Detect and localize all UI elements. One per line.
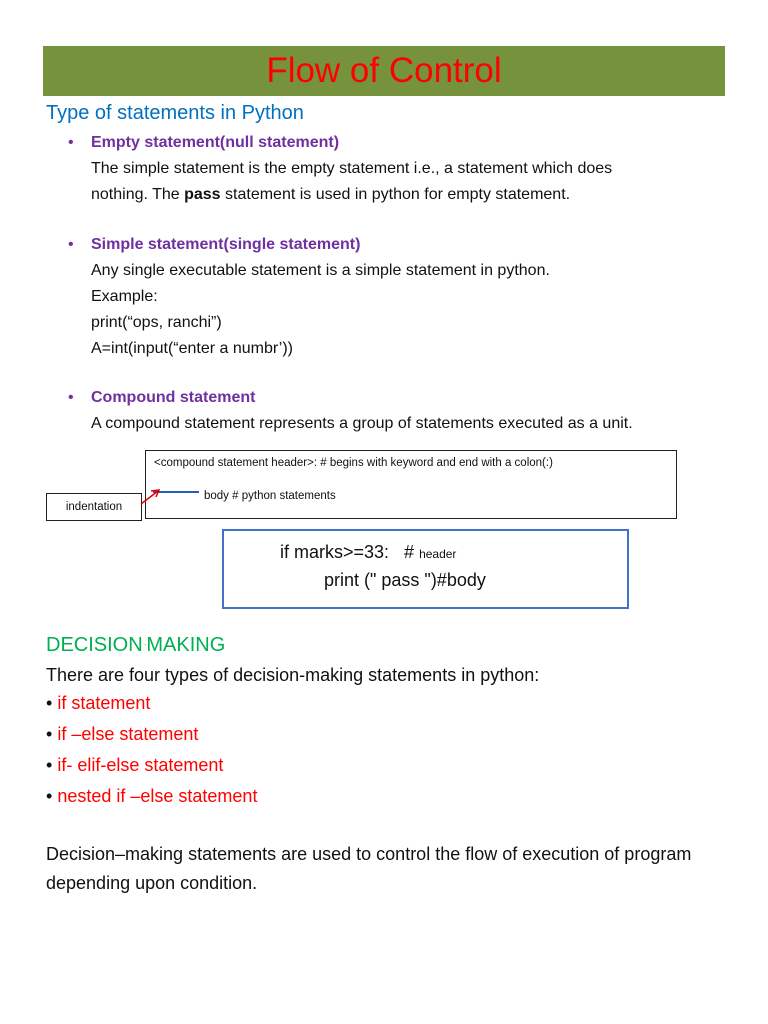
- bullet-icon: •: [46, 724, 53, 744]
- list-item: [46, 721, 257, 752]
- pass-keyword: pass: [184, 186, 221, 203]
- compound-structure-diagram: [145, 450, 677, 519]
- code-body-line: print (" pass ")#body: [324, 570, 486, 590]
- compound-statement-line-1: A compound statement represents a group of statements executed as a unit.: [91, 415, 633, 432]
- list-item: [46, 752, 257, 783]
- simple-statement-line-2: Example:: [91, 288, 158, 305]
- decision-type-list: [46, 690, 257, 814]
- code-header-line: [280, 539, 456, 567]
- compound-statement-item: [68, 385, 728, 437]
- simple-statement-line-3: print(“ops, ranchi”): [91, 314, 222, 331]
- list-item: [46, 690, 257, 721]
- bullet-icon: •: [68, 389, 74, 406]
- decision-heading: [46, 632, 225, 659]
- list-item: [46, 783, 257, 814]
- decision-type-label: if –else statement: [57, 724, 199, 744]
- empty-statement-line-2: [91, 182, 728, 208]
- bullet-icon: •: [46, 693, 53, 713]
- page-title: Flow of Control: [266, 51, 502, 90]
- decision-type-label: if- elif-else statement: [57, 755, 224, 775]
- simple-statement-line-1: Any single executable statement is a simple statement in python.: [91, 262, 550, 279]
- section-heading: Type of statements in Python: [46, 102, 304, 124]
- simple-statement-item: [68, 232, 728, 362]
- code-header-comment: header: [419, 547, 457, 561]
- empty-statement-line-2-end: statement is used in python for empty statement.: [220, 186, 571, 203]
- decision-intro: There are four types of decision-making statements in python:: [46, 665, 540, 685]
- bullet-icon: •: [68, 236, 74, 253]
- indentation-label-box: [46, 493, 142, 521]
- decision-heading-part-2: MAKING: [146, 634, 226, 656]
- decision-type-label: if statement: [57, 693, 151, 713]
- bullet-icon: •: [46, 786, 53, 806]
- decision-heading-separator: -: [142, 642, 147, 649]
- decision-summary: Decision–making statements are used to control the flow of execution of program depending upon condition.: [46, 844, 692, 893]
- diagram-header-text: <compound statement header>: # begins with keyword and end with a colon(:): [154, 457, 553, 469]
- decision-heading-part-1: DECISION: [46, 634, 143, 656]
- simple-statement-line-4: A=int(input(“enter a numbr’)): [91, 340, 294, 357]
- indentation-label: indentation: [65, 501, 123, 513]
- bullet-icon: •: [68, 134, 74, 151]
- empty-statement-line-2-start: nothing. The: [91, 186, 185, 203]
- red-arrow-icon: [139, 482, 163, 508]
- empty-statement-line-1: The simple statement is the empty statement i.e., a statement which does: [91, 160, 613, 177]
- title-banner: [43, 46, 725, 96]
- simple-statement-title: Simple statement(single statement): [91, 236, 361, 253]
- code-header-text: if marks>=33: #: [280, 542, 420, 562]
- empty-statement-title: Empty statement(null statement): [91, 134, 340, 151]
- arrow-shaft: [141, 491, 158, 504]
- bullet-icon: •: [46, 755, 53, 775]
- decision-type-label: nested if –else statement: [57, 786, 258, 806]
- compound-statement-title: Compound statement: [91, 389, 256, 406]
- diagram-body-text: body # python statements: [204, 490, 336, 502]
- code-example-box: [222, 529, 629, 609]
- empty-statement-item: [68, 130, 728, 208]
